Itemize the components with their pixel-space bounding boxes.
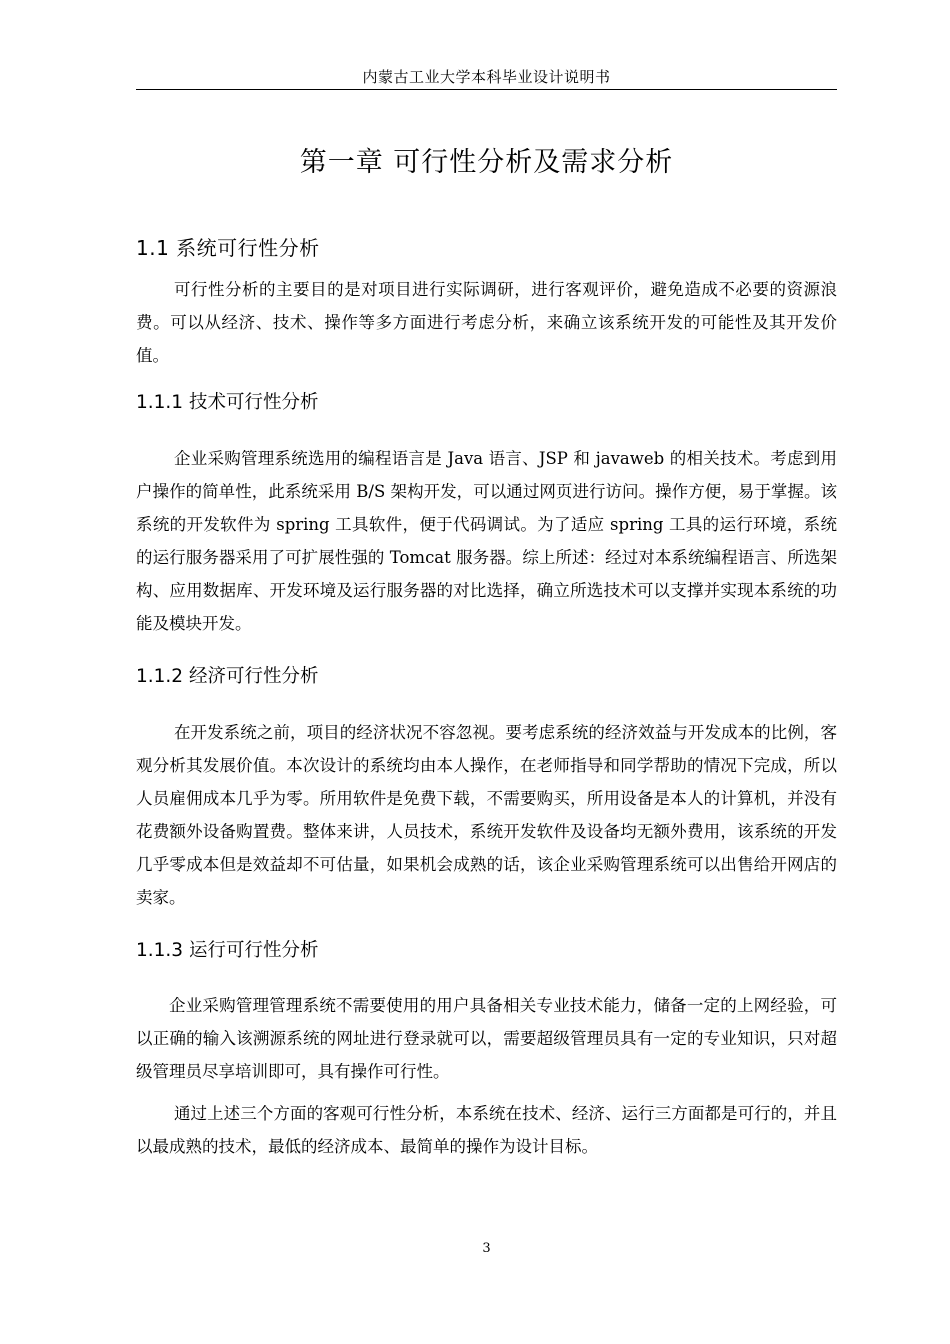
page-number: 3 — [482, 1241, 491, 1256]
section-heading-1-1-3: 1.1.3 运行可行性分析 — [136, 940, 319, 961]
section-heading-1-1-2: 1.1.2 经济可行性分析 — [136, 666, 319, 687]
section-1-1-3-paragraph-1: 企业采购管理管理系统不需要使用的用户具备相关专业技术能力，储备一定的上网经验，可以正确的输入该溯源系统的网址进行登录就可以，需要超级管理员具有一定的专业知识，只对超级管理员尽享培训即可，具有操作可行性。 — [136, 996, 837, 1081]
header-divider — [136, 89, 837, 90]
page-header: 内蒙古工业大学本科毕业设计说明书 — [362, 68, 611, 86]
section-1-1-paragraph: 可行性分析的主要目的是对项目进行实际调研，进行客观评价，避免造成不必要的资源浪费。可以从经济、技术、操作等多方面进行考虑分析，来确立该系统开发的可能性及其开发价值。 — [136, 280, 837, 365]
section-1-1-3-paragraph-2: 通过上述三个方面的客观可行性分析，本系统在技术、经济、运行三方面都是可行的，并且以最成熟的技术，最低的经济成本、最简单的操作为设计目标。 — [136, 1104, 837, 1156]
chapter-title: 第一章 可行性分析及需求分析 — [299, 147, 674, 178]
section-heading-1-1-1: 1.1.1 技术可行性分析 — [136, 392, 319, 413]
section-heading-1-1: 1.1 系统可行性分析 — [136, 236, 320, 260]
section-1-1-2-paragraph: 在开发系统之前，项目的经济状况不容忽视。要考虑系统的经济效益与开发成本的比例，客观分析其发展价值。本次设计的系统均由本人操作，在老师指导和同学帮助的情况下完成，所以人员雇佣成本几乎为零。所用软件是免费下载，不需要购买，所用设备是本人的计算机，并没有花费额外设备购置费。整体来讲，人员技术，系统开发软件及设备均无额外费用，该系统的开发几乎零成本但是效益却不可估量，如果机会成熟的话，该企业采购管理系统可以出售给开网店的卖家。 — [136, 723, 837, 907]
section-1-1-1-paragraph: 企业采购管理系统选用的编程语言是 Java 语言、JSP 和 javaweb 的相关技术。考虑到用户操作的简单性，此系统采用 B/S 架构开发，可以通过网页进行访问。操作方便，易于掌握。该系统的开发软件为 spring 工具软件，便于代码调试。为了适应 spring 工具的运行环境，系统的运行服务器采用了可扩展性强的 Tomcat 服务器。综上所述：经过对本系统编程语言、所选架构、应用数据库、开发环境及运行服务器的对比选择，确立所选技术可以支撑并实现本系统的功能及模块开发。 — [136, 449, 837, 633]
